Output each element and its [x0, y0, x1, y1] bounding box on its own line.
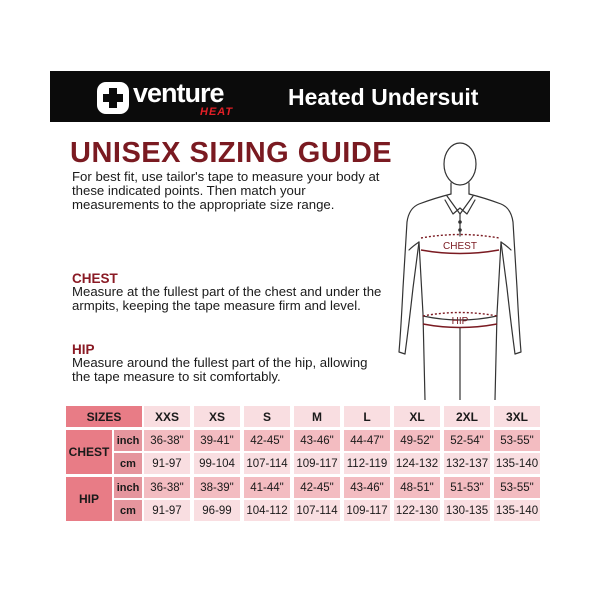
intro-text: For best fit, use tailor's tape to measure your body at these indicated points. Then match your measurements to the appropriate size range.	[72, 169, 380, 212]
size-column-header: S	[244, 406, 290, 427]
body-silhouette-figure	[385, 138, 535, 400]
table-cell: 51-53"	[444, 477, 490, 498]
table-cell: 109-117	[294, 453, 340, 474]
unit-label: cm	[114, 453, 142, 474]
table-cell: 53-55"	[494, 430, 540, 451]
size-column-header: XS	[194, 406, 240, 427]
size-column-header: 2XL	[444, 406, 490, 427]
brand-logo-wordmark: venture	[133, 78, 224, 108]
hip-row-label: HIP	[66, 477, 112, 521]
table-cell: 99-104	[194, 453, 240, 474]
chest-heading: CHEST	[72, 271, 118, 286]
table-cell: 42-45"	[294, 477, 340, 498]
table-cell: 109-117	[344, 500, 390, 521]
size-column-header: L	[344, 406, 390, 427]
size-column-header: XL	[394, 406, 440, 427]
table-cell: 112-119	[344, 453, 390, 474]
size-column-header: 3XL	[494, 406, 540, 427]
chest-row-label: CHEST	[66, 430, 112, 474]
size-column-header: M	[294, 406, 340, 427]
table-cell: 130-135	[444, 500, 490, 521]
chest-instructions: Measure at the fullest part of the chest and under the armpits, keeping the tape measure firm and level.	[72, 284, 382, 313]
unit-label: inch	[114, 430, 142, 451]
table-cell: 48-51"	[394, 477, 440, 498]
table-cell: 43-46"	[294, 430, 340, 451]
table-cell: 96-99	[194, 500, 240, 521]
table-cell: 135-140	[494, 500, 540, 521]
table-cell: 36-38"	[144, 430, 190, 451]
table-cell: 43-46"	[344, 477, 390, 498]
page-title: UNISEX SIZING GUIDE	[70, 137, 393, 169]
table-cell: 53-55"	[494, 477, 540, 498]
table-cell: 49-52"	[394, 430, 440, 451]
table-cell: 107-114	[294, 500, 340, 521]
plus-cross-icon	[97, 82, 129, 114]
hip-instructions: Measure around the fullest part of the hip, allowing the tape measure to sit comfortably.	[72, 355, 368, 384]
hip-band-label: HIP	[451, 316, 469, 327]
table-cell: 42-45"	[244, 430, 290, 451]
table-cell: 91-97	[144, 500, 190, 521]
product-title: Heated Undersuit	[288, 84, 479, 110]
table-cell: 38-39"	[194, 477, 240, 498]
table-cell: 135-140	[494, 453, 540, 474]
table-cell: 91-97	[144, 453, 190, 474]
brand-logo-sub: HEAT	[200, 106, 234, 118]
sizes-header: SIZES	[66, 406, 142, 427]
table-cell: 41-44"	[244, 477, 290, 498]
table-cell: 132-137	[444, 453, 490, 474]
table-cell: 104-112	[244, 500, 290, 521]
chest-band-label: CHEST	[443, 241, 477, 252]
table-cell: 124-132	[394, 453, 440, 474]
unit-label: cm	[114, 500, 142, 521]
table-cell: 36-38"	[144, 477, 190, 498]
unit-label: inch	[114, 477, 142, 498]
table-cell: 44-47"	[344, 430, 390, 451]
table-cell: 107-114	[244, 453, 290, 474]
hip-heading: HIP	[72, 342, 95, 357]
table-cell: 39-41"	[194, 430, 240, 451]
table-cell: 122-130	[394, 500, 440, 521]
table-cell: 52-54"	[444, 430, 490, 451]
size-column-header: XXS	[144, 406, 190, 427]
